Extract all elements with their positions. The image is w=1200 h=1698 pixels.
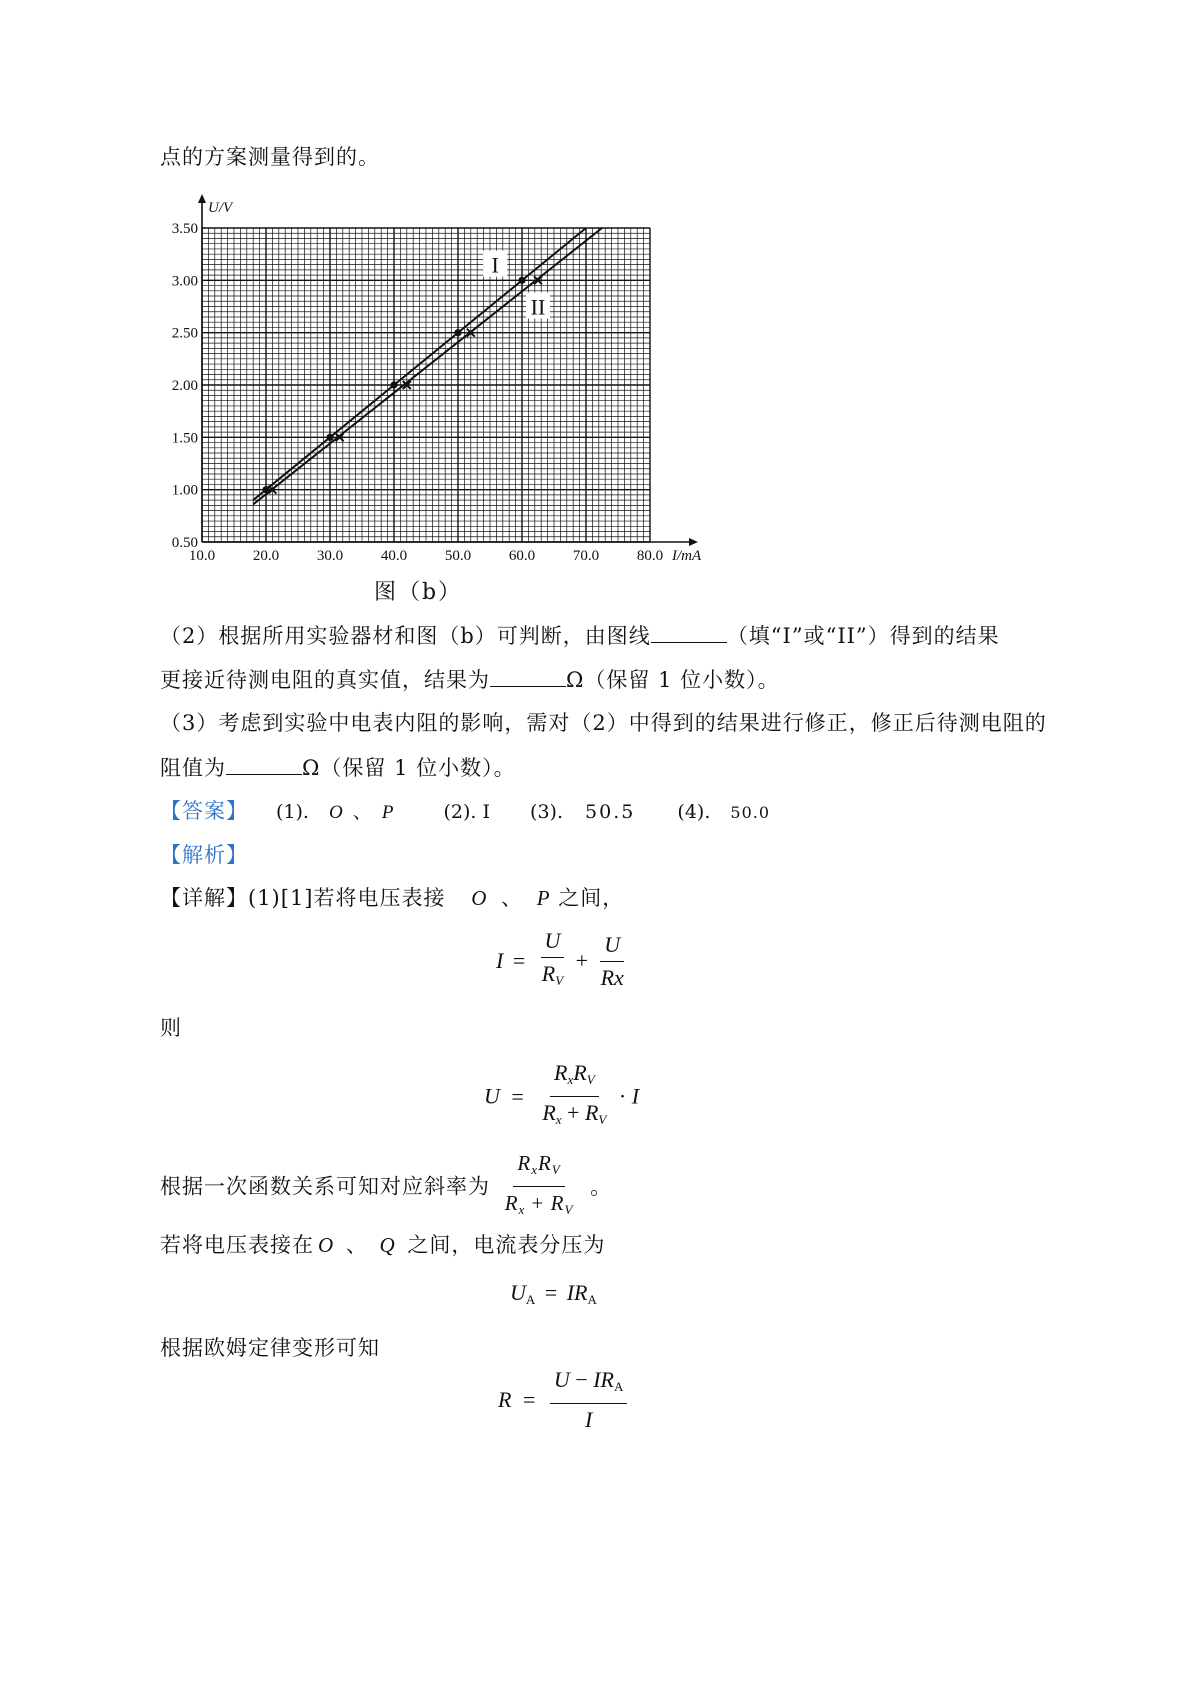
- slope-fraction: [501, 1150, 578, 1223]
- eq4-lhs: R: [498, 1387, 512, 1412]
- eq4-denominator: I: [584, 1407, 593, 1432]
- equation-1: [496, 928, 631, 994]
- eq1-den-1-sub: V: [555, 973, 564, 988]
- x-tick-label: 10.0: [188, 548, 216, 564]
- eq1-num-1: U: [541, 928, 565, 958]
- answer-3-index: (3).: [530, 801, 563, 823]
- eq4-num-r-sub: A: [613, 1379, 624, 1394]
- eq2-num-sub2: V: [586, 1072, 595, 1087]
- data-point-dot: [454, 329, 461, 336]
- slope-den-sub1: x: [518, 1202, 526, 1217]
- data-point-dot: [390, 381, 397, 388]
- y-tick-label: 2.50: [171, 325, 198, 342]
- x-tick-label: 30.0: [316, 548, 344, 564]
- eq2-lhs: U: [484, 1083, 500, 1109]
- y-tick-label: 3.50: [171, 221, 198, 237]
- eq4-num-u: U: [553, 1367, 570, 1392]
- y-tick-label: 0.50: [171, 535, 198, 551]
- q2-text-c: 更接近待测电阻的真实值，结果为: [160, 668, 490, 692]
- slope-num-r1: R: [517, 1151, 532, 1175]
- answer-1-o: O: [329, 802, 343, 823]
- q3-text-a: 阻值为: [160, 756, 226, 780]
- eq3-r: R: [574, 1280, 588, 1305]
- eq4-numerator: [550, 1367, 627, 1404]
- slope-denominator: [501, 1187, 578, 1223]
- detail-p: P: [536, 886, 551, 910]
- slope-end: 。: [590, 1174, 613, 1199]
- eq2-equals: =: [511, 1083, 524, 1109]
- y-axis-arrow: [198, 194, 206, 203]
- eq4-num-i: I: [593, 1367, 601, 1392]
- answer-1-sep: 、: [352, 801, 372, 823]
- eq1-fraction-2: [597, 932, 628, 991]
- oq-text-a: 若将电压表接在: [160, 1233, 314, 1257]
- eq3-u-sub: A: [525, 1292, 536, 1307]
- slope-numerator: [513, 1150, 564, 1187]
- detail-suffix: 之间，: [558, 886, 625, 910]
- eq4-minus: −: [575, 1367, 588, 1392]
- answer-label: 【答案】: [160, 799, 248, 823]
- slope-num-sub2: V: [551, 1162, 561, 1177]
- series-line-2: [253, 228, 602, 504]
- u-i-chart: [150, 190, 720, 580]
- detail-line: [160, 883, 624, 913]
- question-2-line-2: [160, 664, 780, 695]
- y-axis-label: U/V: [208, 200, 233, 216]
- eq3-i: I: [566, 1280, 575, 1305]
- q3-text-b: Ω（保留 1 位小数）。: [302, 756, 516, 780]
- eq3-equals: =: [544, 1280, 558, 1305]
- detail-prefix: 【详解】(1)[1]若将电压表接: [160, 886, 446, 910]
- slope-den-r2: R: [550, 1191, 565, 1215]
- slope-num-sub1: x: [531, 1162, 538, 1177]
- answer-4-value: 50.0: [730, 803, 771, 822]
- x-axis-arrow: [689, 538, 698, 546]
- eq2-tail: I: [631, 1083, 640, 1109]
- eq2-num-sub1: x: [567, 1072, 574, 1087]
- data-point-dot: [518, 277, 525, 284]
- equation-4: [498, 1367, 630, 1433]
- chart-series: [253, 228, 602, 504]
- eq1-plus: +: [575, 948, 589, 973]
- question-3-line-2: [160, 752, 516, 783]
- eq1-fraction-1: [538, 928, 567, 994]
- then-label: 则: [160, 1016, 182, 1040]
- eq2-dot: ·: [618, 1083, 627, 1109]
- eq2-fraction: [538, 1060, 610, 1133]
- answer-1-index: (1).: [276, 801, 309, 823]
- chart-tick-labels: [172, 200, 702, 564]
- eq1-den-1: [538, 958, 567, 994]
- eq1-equals: =: [512, 948, 526, 973]
- series-label-2: II: [530, 294, 546, 320]
- eq1-lhs: I: [496, 948, 504, 973]
- ohm-text: 根据欧姆定律变形可知: [160, 1336, 380, 1360]
- data-point-dot: [326, 434, 333, 441]
- eq2-den-sub1: x: [555, 1112, 562, 1127]
- oq-o: O: [318, 1233, 335, 1257]
- eq4-equals: =: [522, 1387, 536, 1412]
- slope-text: 根据一次函数关系可知对应斜率为: [160, 1174, 490, 1199]
- x-tick-label: 40.0: [380, 548, 408, 564]
- oq-text-b: 之间，电流表分压为: [407, 1233, 606, 1257]
- oq-line: [160, 1230, 605, 1260]
- eq4-num-r: R: [600, 1367, 614, 1392]
- eq1-num-2: U: [600, 932, 624, 962]
- eq3-u: U: [510, 1280, 526, 1305]
- slope-num-r2: R: [537, 1151, 552, 1175]
- detail-sep: 、: [501, 886, 524, 910]
- slope-den-plus: +: [531, 1191, 545, 1215]
- eq2-den-plus: +: [567, 1100, 580, 1125]
- chart-axes: [198, 194, 698, 546]
- q2-blank-line[interactable]: [651, 620, 727, 643]
- eq1-den-1-r: R: [541, 961, 556, 986]
- q2-blank-result[interactable]: [490, 664, 566, 687]
- q2-text-d: Ω（保留 1 位小数）。: [566, 668, 780, 692]
- eq2-den-sub2: V: [598, 1112, 607, 1127]
- equation-2: [484, 1060, 639, 1133]
- answer-4-index: (4).: [677, 801, 711, 823]
- q3-blank-result[interactable]: [226, 752, 302, 775]
- intro-line: 点的方案测量得到的。: [160, 145, 380, 169]
- x-tick-label: 50.0: [444, 548, 472, 564]
- y-tick-label: 1.00: [171, 482, 198, 499]
- equation-3: [510, 1280, 597, 1308]
- y-tick-label: 1.50: [171, 430, 198, 447]
- slope-den-sub2: V: [564, 1202, 574, 1217]
- detail-o: O: [471, 886, 488, 910]
- eq3-r-sub: A: [587, 1292, 597, 1307]
- q2-text-a: （2）根据所用实验器材和图（b）可判断，由图线: [160, 624, 651, 648]
- eq2-num-r1: R: [554, 1060, 568, 1085]
- answer-2: (2). I: [443, 801, 490, 823]
- eq1-den-2: Rx: [600, 964, 624, 990]
- x-tick-label: 70.0: [572, 548, 600, 564]
- slope-den-r1: R: [504, 1191, 519, 1215]
- eq2-den-r2: R: [584, 1100, 599, 1125]
- eq2-denominator: [538, 1097, 610, 1133]
- x-tick-label: 20.0: [252, 548, 280, 564]
- series-label-1: I: [491, 252, 499, 278]
- eq2-num-r2: R: [573, 1060, 587, 1085]
- x-axis-label: I/mA: [672, 548, 702, 564]
- figure-caption: 图（b）: [374, 580, 463, 605]
- q2-text-b: （填“I”或“II”）得到的结果: [726, 624, 1000, 648]
- y-tick-label: 2.00: [171, 378, 198, 394]
- eq2-den-r1: R: [542, 1100, 556, 1125]
- question-3-line-1: （3）考虑到实验中电表内阻的影响，需对（2）中得到的结果进行修正，修正后待测电阻的: [160, 711, 1047, 735]
- answer-1-p: P: [381, 802, 394, 823]
- slope-line: [160, 1150, 612, 1223]
- answer-3-value: 50.5: [585, 801, 636, 823]
- x-tick-label: 60.0: [508, 548, 536, 564]
- oq-q: Q: [379, 1233, 396, 1257]
- answer-items: [276, 799, 770, 826]
- x-tick-label: 80.0: [636, 548, 664, 564]
- analysis-label: 【解析】: [160, 843, 248, 867]
- question-2-line-1: [160, 620, 1000, 651]
- oq-sep: 、: [345, 1233, 368, 1257]
- chart-grid: [202, 228, 650, 542]
- y-tick-label: 3.00: [171, 273, 198, 290]
- eq2-numerator: [550, 1060, 599, 1097]
- eq4-fraction: [550, 1367, 627, 1433]
